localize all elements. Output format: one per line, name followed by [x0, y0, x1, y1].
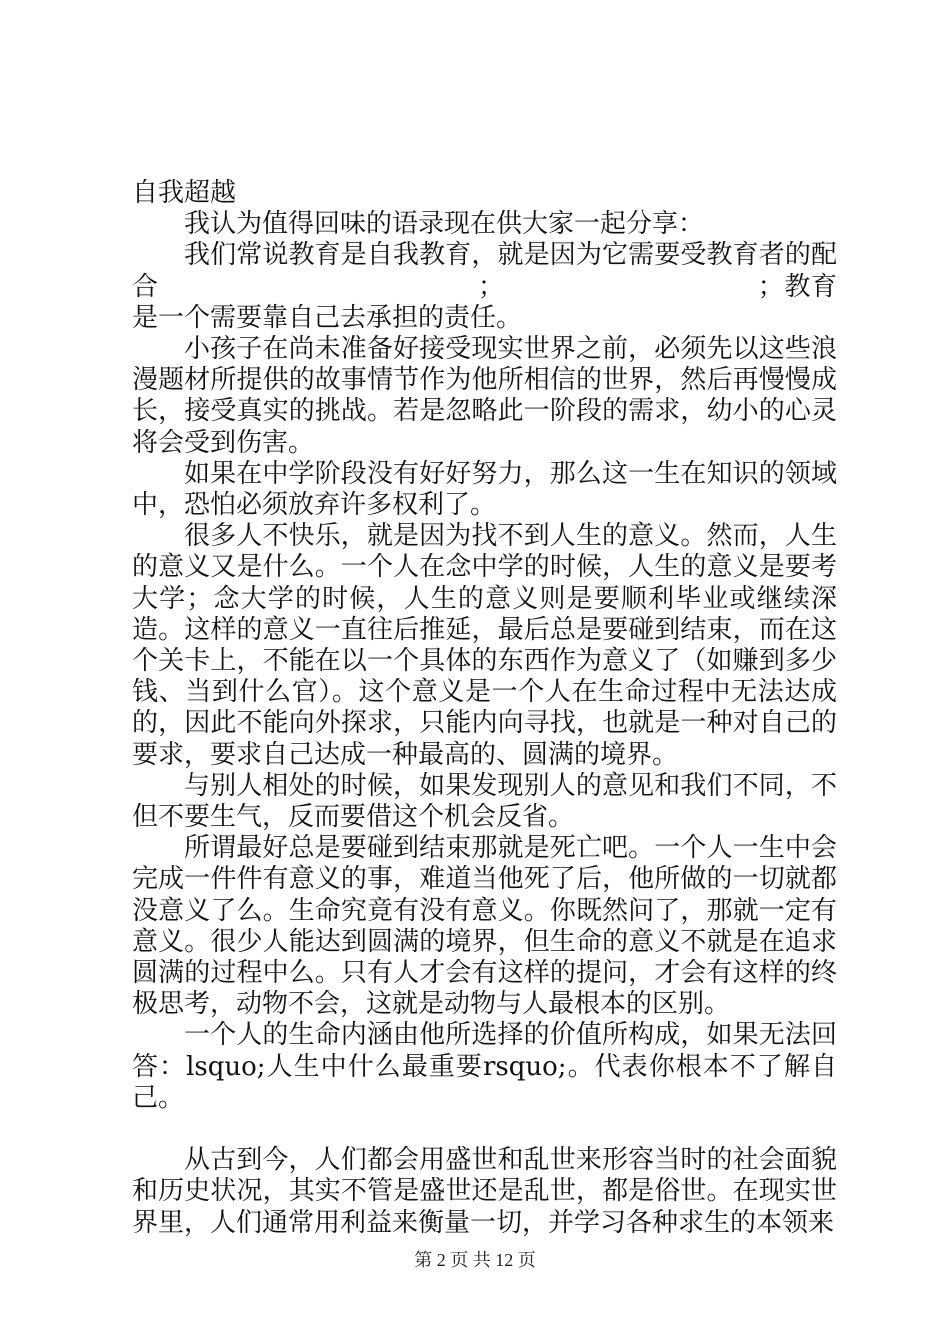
paragraph-death: 所谓最好总是要碰到结束那就是死亡吧。一个人一生中会完成一件件有意义的事，难道当他死了后，他所做的一切就都没意义了么。生命究竟有没有意义。你既然问了，那就一定有意义。很少人能达到圆满的境界，但生命的意义不就是在追求圆满的过程中么。只有人才会有这样的提问，才会有这样的终极思考，动物不会，这就是动物与人最根本的区别。: [132, 833, 837, 1020]
paragraph-meaning-of-life: 很多人不快乐，就是因为找不到人生的意义。然而，人生的意义又是什么。一个人在念中学的时候，人生的意义是要考大学；念大学的时候，人生的意义则是要顺利毕业或继续深造。这样的意义一直往后推延，最后总是要碰到结束，而在这个关卡上，不能在以一个具体的东西作为意义了（如赚到多少钱、当到什么官）。这个意义是一个人在生命过程中无法达成的，因此不能向外探求，只能内向寻找，也就是一种对自己的要求，要求自己达成一种最高的、圆满的境界。: [132, 521, 837, 770]
paragraph-worldly: 从古到今，人们都会用盛世和乱世来形容当时的社会面貌和历史状况，其实不管是盛世还是乱世，都是俗世。在现实世界里，人们通常用利益来衡量一切，并学习各种求生的本领来: [132, 1145, 837, 1238]
paragraph-middle-school: 如果在中学阶段没有好好努力，那么这一生在知识的领域中，恐怕必须放弃许多权利了。: [132, 458, 837, 521]
document-title: 自我超越: [132, 178, 237, 208]
document-body: [132, 178, 837, 1239]
paragraph-getting-along: 与别人相处的时候，如果发现别人的意见和我们不同，不但不要生气，反而要借这个机会反省。: [132, 770, 837, 833]
paragraph-education: 我们常说教育是自我教育，就是因为它需要受教育者的配合 ； ；教育是一个需要靠自己去承担的责任。: [132, 240, 837, 333]
paragraph-children: 小孩子在尚未准备好接受现实世界之前，必须先以这些浪漫题材所提供的故事情节作为他所相信的世界，然后再慢慢成长，接受真实的挑战。若是忽略此一阶段的需求，幼小的心灵将会受到伤害。: [132, 334, 837, 458]
page-number-footer: 第 2 页 共 12 页: [414, 1250, 536, 1270]
paragraph-spacer: [132, 1114, 837, 1145]
paragraph-intro: 我认为值得回味的语录现在供大家一起分享：: [184, 209, 705, 240]
paragraph-values: 一个人的生命内涵由他所选择的价值所构成，如果无法回答：lsquo;人生中什么最重要rsquo;。代表你根本不了解自己。: [132, 1020, 837, 1113]
